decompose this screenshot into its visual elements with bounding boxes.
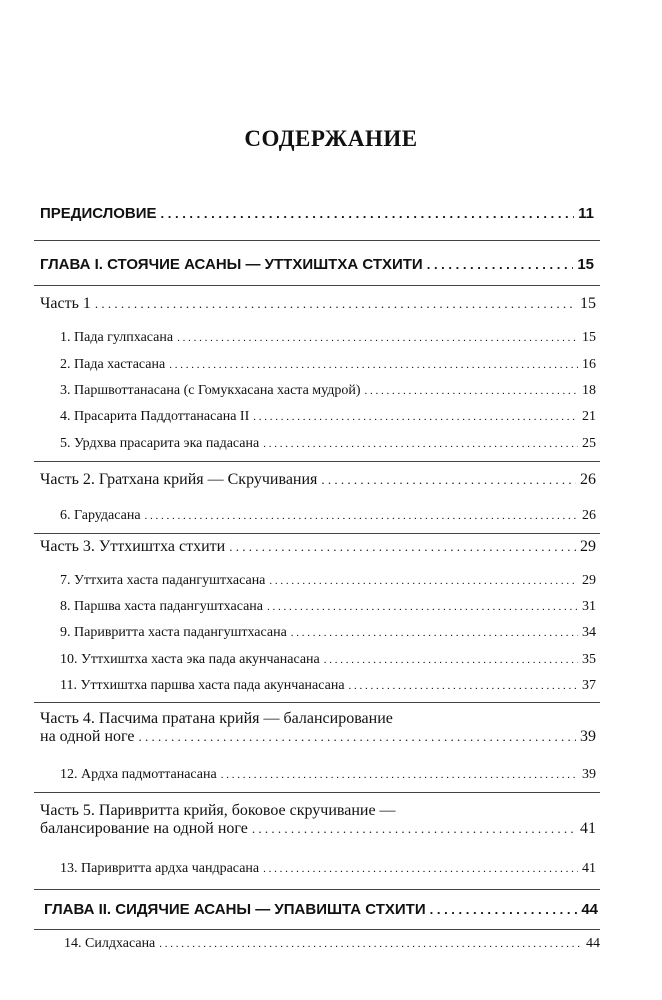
dot-leader [291,627,578,639]
toc-entry-chapter-2[interactable] [44,902,598,919]
toc-entry-asana-9[interactable] [60,625,596,640]
toc-page-number: 11 [578,205,594,222]
toc-entry-part-3[interactable] [40,538,596,556]
toc-page-number: 25 [582,436,596,451]
toc-entry-label: 1. Пада гулпхасана [60,330,174,345]
toc-entry-label: 5. Урдхва прасарита эка падасана [60,436,260,451]
toc-entry-label: 9. Паривритта хаста падангуштхасана [60,625,287,640]
toc-entry-label: Часть 2. Гратхана крийя — Скручивания [40,471,318,488]
dot-leader [267,601,578,613]
dot-leader [430,903,578,917]
dot-leader [263,438,578,450]
toc-page-number: 31 [582,599,596,614]
separator-line [34,240,600,241]
toc-entry-label: 14. Силдхасана [64,936,156,951]
dot-leader [145,510,578,522]
toc-entry-label-line1: Часть 4. Пасчима пратана крийя — балансирование [40,710,393,727]
toc-page-number: 39 [580,728,596,746]
separator-line [34,889,600,890]
separator-line [34,702,600,703]
dot-leader [159,938,582,950]
toc-entry-label: ПРЕДИСЛОВИЕ [40,205,157,222]
toc-entry-asana-11[interactable] [60,678,596,693]
separator-line [34,285,600,286]
toc-page-number: 29 [580,538,596,555]
toc-page-number: 41 [580,820,596,838]
toc-entry-asana-10[interactable] [60,652,596,667]
toc-page-number: 41 [582,861,596,876]
toc-entry-chapter-1[interactable] [40,257,594,274]
toc-page-number: 37 [582,678,596,693]
dot-leader [177,332,578,344]
toc-entry-label-line1: Часть 5. Паривритта крийя, боковое скручивание — [40,802,396,819]
toc-page-number: 44 [581,901,598,918]
toc-entry-asana-12[interactable] [60,767,596,782]
dot-leader [427,258,574,272]
dot-leader [138,730,576,744]
dot-leader [169,359,578,371]
toc-page-number: 39 [582,767,596,782]
toc-entry-label: ГЛАВА I. СТОЯЧИЕ АСАНЫ — УТТХИШТХА СТХИТИ [40,256,423,273]
toc-entry-label: 13. Паривритта ардха чандрасана [60,861,260,876]
dot-leader [161,207,575,221]
toc-entry-label: 3. Паршвоттанасана (с Гомукхасана хаста мудрой) [60,383,361,398]
dot-leader [95,297,576,311]
dot-leader [253,411,578,423]
dot-leader [221,769,578,781]
toc-entry-asana-2[interactable] [60,357,596,372]
dot-leader [252,822,576,836]
toc-entry-asana-7[interactable] [60,573,596,588]
dot-leader [321,473,576,487]
toc-entry-label: ГЛАВА II. СИДЯЧИЕ АСАНЫ — УПАВИШТА СТХИТИ [44,901,426,918]
toc-entry-part-2[interactable] [40,471,596,489]
toc-page-number: 34 [582,625,596,640]
toc-entry-label: 10. Уттхиштха хаста эка пада акунчанасана [60,652,320,667]
dot-leader [365,385,578,397]
toc-entry-asana-1[interactable] [60,330,596,345]
toc-page-number: 35 [582,652,596,667]
separator-line [34,533,600,534]
toc-entry-part-4[interactable] [40,710,596,746]
toc-entry-preface[interactable] [40,206,594,223]
dot-leader [324,654,578,666]
toc-entry-label: 11. Уттхиштха паршва хаста пада акунчанасана [60,678,345,693]
separator-line [34,792,600,793]
page-title: СОДЕРЖАНИЕ [244,126,418,151]
separator-line [34,461,600,462]
dot-leader [269,575,578,587]
toc-entry-label: 6. Гарудасана [60,508,141,523]
toc-entry-label: Часть 3. Уттхиштха стхити [40,538,226,555]
toc-page-number: 15 [580,295,596,312]
toc-entry-label-line2: на одной ноге [40,728,135,746]
toc-page-number: 18 [582,383,596,398]
dot-leader [263,863,578,875]
toc-page-number: 44 [586,936,600,951]
toc-page-number: 21 [582,409,596,424]
toc-entry-label-line2: балансирование на одной ноге [40,820,248,838]
toc-entry-label: 12. Ардха падмоттанасана [60,767,217,782]
dot-leader [349,680,578,692]
toc-page-number: 15 [577,256,594,273]
toc-entry-asana-5[interactable] [60,436,596,451]
toc-page-number: 15 [582,330,596,345]
toc-entry-asana-8[interactable] [60,599,596,614]
separator-line [34,929,600,930]
toc-entry-asana-6[interactable] [60,508,596,523]
toc-entry-label: 8. Паршва хаста падангуштхасана [60,599,263,614]
toc-entry-part-5[interactable] [40,802,596,838]
toc-page-number: 26 [580,471,596,488]
toc-entry-asana-3[interactable] [60,383,596,398]
toc-page-number: 29 [582,573,596,588]
toc-entry-label: 7. Уттхита хаста падангуштхасана [60,573,266,588]
toc-page-number: 16 [582,357,596,372]
toc-entry-label: 4. Прасарита Паддоттанасана II [60,409,250,424]
dot-leader [229,540,576,554]
toc-entry-label: 2. Пада хастасана [60,357,166,372]
toc-entry-label: Часть 1 [40,295,91,312]
toc-entry-asana-13[interactable] [60,861,596,876]
toc-entry-asana-14[interactable] [64,936,600,951]
toc-entry-part-1[interactable] [40,295,596,313]
toc-entry-asana-4[interactable] [60,409,596,424]
toc-page-number: 26 [582,508,596,523]
